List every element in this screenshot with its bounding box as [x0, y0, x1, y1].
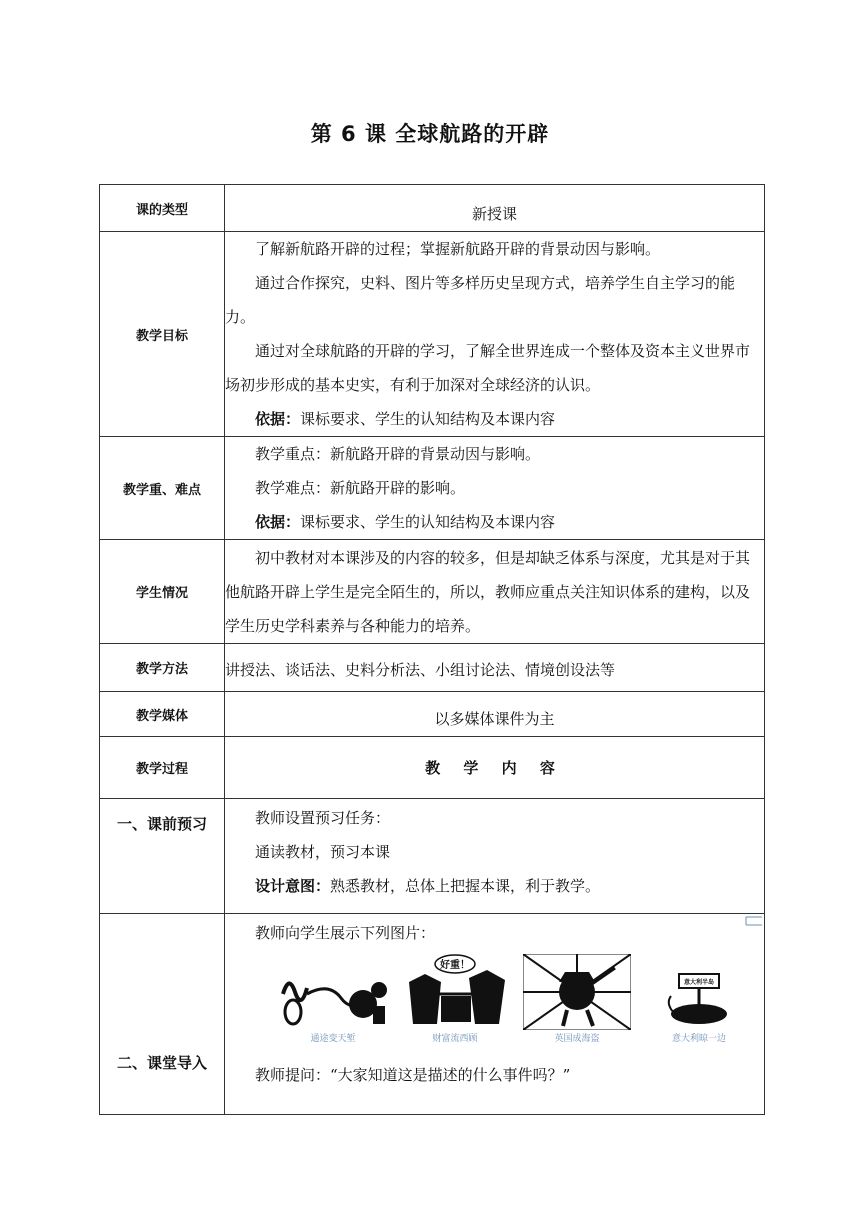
signpost-text: 意大利半岛	[683, 979, 715, 986]
pirate-cartoon-icon	[523, 954, 631, 1030]
preview-detail: 通读教材，预习本课	[255, 843, 391, 861]
intent-label: 设计意图：	[255, 877, 331, 895]
cartoon-panel-1	[279, 954, 387, 1058]
value-process: 教 学 内 容	[225, 737, 765, 799]
value-intro	[225, 914, 765, 1115]
label-intro: 二、课堂导入	[100, 914, 225, 1115]
cartoon-strip	[225, 950, 764, 1058]
men-carrying-box-cartoon-icon	[401, 954, 509, 1030]
corner-bracket-icon	[744, 914, 764, 928]
objective-basis	[225, 402, 764, 436]
value-lesson-type: 新授课	[225, 185, 765, 232]
signpost-cartoon-icon	[645, 954, 753, 1030]
students-text: 初中教材对本课涉及的内容的较多，但是却缺乏体系与深度，尤其是对于其他航路开辟上学生是完全陌生的，所以，教师应重点关注知识体系的建构，以及学生历史学科素养与各种能力的培养。	[225, 548, 751, 635]
row-intro	[100, 914, 765, 1115]
cartoon-caption-2: 财富流西顾	[432, 1034, 478, 1044]
value-methods: 讲授法、谈话法、史料分析法、小组讨论法、情境创设法等	[225, 644, 765, 692]
basis-label: 依据：	[255, 410, 301, 428]
value-objectives	[225, 232, 765, 437]
objective-3: 通过对全球航路的开辟的学习，了解全世界连成一个整体及资本主义世界市场初步形成的基本史实，有利于加深对全球经济的认识。	[225, 342, 751, 394]
cartoon-caption-3: 英国成海盗	[554, 1034, 600, 1044]
row-media	[100, 692, 765, 737]
basis-text: 课标要求、学生的认知结构及本课内容	[300, 513, 556, 531]
basis-text: 课标要求、学生的认知结构及本课内容	[300, 410, 556, 428]
cartoon-caption-1: 通途变天堑	[310, 1034, 356, 1044]
value-media: 以多媒体课件为主	[225, 692, 765, 737]
row-objectives	[100, 232, 765, 437]
label-students: 学生情况	[100, 540, 225, 644]
row-lesson-type	[100, 185, 765, 232]
value-key-points	[225, 437, 765, 540]
row-key-points	[100, 437, 765, 540]
label-lesson-type: 课的类型	[100, 185, 225, 232]
key-point: 教学重点：新航路开辟的背景动因与影响。	[255, 445, 541, 463]
objective-2: 通过合作探究，史料、图片等多样历史呈现方式，培养学生自主学习的能力。	[225, 274, 736, 326]
row-process	[100, 737, 765, 799]
label-media: 教学媒体	[100, 692, 225, 737]
cartoon-panel-2	[401, 954, 509, 1058]
row-students	[100, 540, 765, 644]
intent-text: 熟悉教材，总体上把握本课，利于教学。	[330, 877, 601, 895]
value-preview	[225, 799, 765, 914]
intro-question: 教师提问：“大家知道这是描述的什么事件吗？”	[255, 1066, 571, 1084]
label-key-points: 教学重、难点	[100, 437, 225, 540]
page-title: 第 6 课 全球航路的开辟	[310, 122, 550, 146]
row-preview	[100, 799, 765, 914]
label-preview: 一、课前预习	[100, 799, 225, 914]
value-students	[225, 540, 765, 644]
key-points-basis	[225, 505, 764, 539]
speech-bubble-text: 好重！	[440, 960, 470, 971]
difficult-point: 教学难点：新航路开辟的影响。	[255, 479, 466, 497]
preview-intent	[225, 869, 764, 903]
cartoon-panel-3	[523, 954, 631, 1058]
cartoon-caption-4: 意大利晾一边	[671, 1034, 726, 1044]
lesson-plan-table	[99, 184, 765, 1115]
objective-1: 了解新航路开辟的过程；掌握新航路开辟的背景动因与影响。	[255, 240, 661, 258]
scissors-chain-cartoon-icon	[279, 954, 387, 1030]
intro-show-pictures: 教师向学生展示下列图片：	[255, 924, 436, 942]
basis-label: 依据：	[255, 513, 301, 531]
row-methods	[100, 644, 765, 692]
label-methods: 教学方法	[100, 644, 225, 692]
preview-task: 教师设置预习任务：	[255, 809, 391, 827]
label-objectives: 教学目标	[100, 232, 225, 437]
label-process: 教学过程	[100, 737, 225, 799]
cartoon-panel-4	[645, 954, 753, 1058]
